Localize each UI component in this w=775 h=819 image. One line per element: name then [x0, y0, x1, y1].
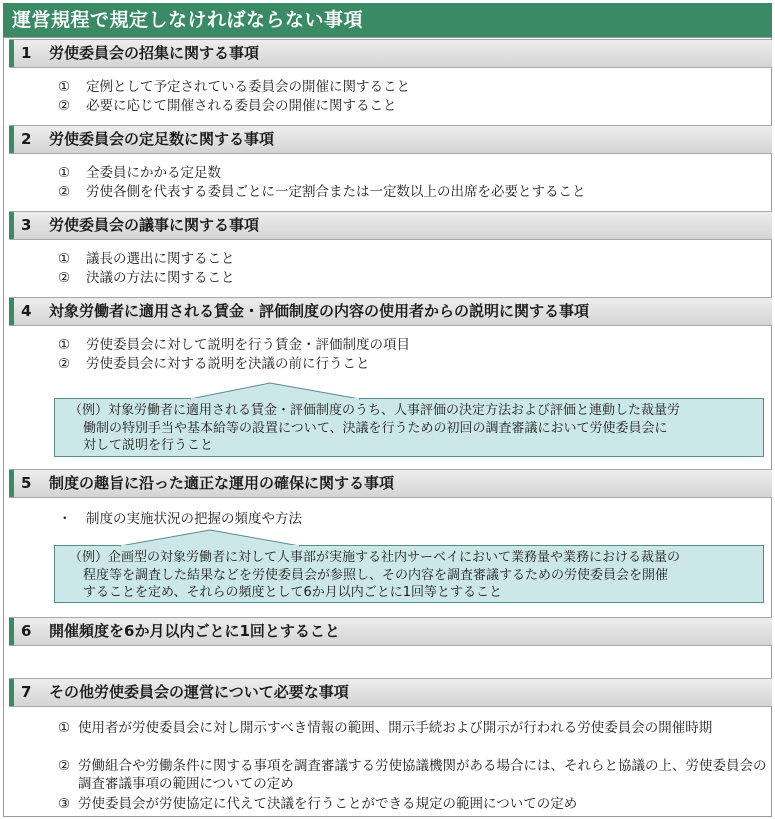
item-text: 労使委員会が労使協定に代えて決議を行うことができる規定の範囲についての定め [78, 796, 578, 812]
section-title: 労使委員会の定足数に関する事項 [49, 130, 275, 148]
section-marker [9, 618, 14, 645]
section-marker [9, 40, 14, 67]
item-text: 労働組合や労働条件に関する事項を調査審議する労使協議機関がある場合には、それらと協議の上、労使委員会の調査審議事項の範囲についての定め [78, 758, 767, 792]
section-6-header [9, 617, 772, 646]
section-marker [9, 212, 14, 239]
item-text: 定例として予定されている委員会の開催に関すること [86, 79, 410, 95]
item-marker: ② [58, 758, 71, 774]
item-text: 制度の実施状況の把握の頻度や方法 [86, 511, 302, 527]
item-text: 議長の選出に関すること [86, 251, 235, 267]
section-number: 4 [21, 302, 32, 320]
section-number: 7 [21, 683, 32, 701]
section-title: 開催頻度を6か月以内ごとに1回とすること [49, 622, 340, 640]
item-marker: ② [58, 184, 71, 200]
item-marker: ① [58, 337, 71, 353]
list-item [58, 97, 397, 115]
list-item [58, 269, 235, 287]
section-number: 6 [21, 622, 32, 640]
example-label: （例） [69, 550, 109, 565]
item-text: 必要に応じて開催される委員会の開催に関すること [86, 98, 397, 114]
item-marker: ① [58, 251, 71, 267]
section-title: 制度の趣旨に沿った適正な運用の確保に関する事項 [49, 474, 395, 492]
item-text: 決議の方法に関すること [86, 270, 235, 286]
example-line: （例）対象労働者に適用される賃金・評価制度のうち、人事評価の決定方法および評価と連動した裁量労 [69, 403, 681, 418]
page-title: 運営規程で規定しなければならない事項 [3, 3, 772, 37]
example-line: 対して説明を行うこと [83, 438, 214, 453]
section-number: 5 [21, 474, 32, 492]
item-marker: ① [58, 79, 71, 95]
list-item [58, 510, 302, 528]
example-callout-4 [54, 398, 764, 457]
list-item [58, 183, 586, 201]
section-marker [9, 126, 14, 153]
list-item [58, 336, 410, 354]
item-text: 使用者が労使委員会に対し開示すべき情報の範囲、開示手続および開示が行われる労使委員会の開催時期 [78, 720, 713, 736]
item-marker: ③ [58, 796, 71, 812]
section-3-header [9, 211, 772, 240]
example-line: することを定め、それらの頻度として6か月以内ごとに1回等とすること [83, 585, 503, 600]
list-item [58, 355, 370, 373]
item-text: 労使各側を代表する委員ごとに一定割合または一定数以上の出席を必要とすること [86, 184, 586, 200]
item-text: 労使委員会に対して説明を行う賃金・評価制度の項目 [86, 337, 410, 353]
section-marker [9, 470, 14, 497]
section-title: 労使委員会の議事に関する事項 [49, 216, 260, 234]
section-number: 1 [21, 44, 32, 62]
item-marker: ・ [58, 511, 72, 527]
example-line: 働制の特別手当や基本給等の設置について、決議を行うための初回の調査審議において労使委員会に [83, 420, 668, 436]
item-text: 全委員にかかる定足数 [86, 165, 221, 181]
item-text: 労使委員会に対する説明を決議の前に行うこと [86, 356, 370, 372]
section-number: 2 [21, 130, 32, 148]
example-callout-5 [54, 545, 764, 603]
example-line: （例）企画型の対象労働者に対して人事部が実施する社内サーベイにおいて業務量や業務における裁量の [69, 550, 681, 565]
list-item [58, 250, 235, 268]
section-title: 対象労働者に適用される賃金・評価制度の内容の使用者からの説明に関する事項 [49, 302, 590, 320]
item-marker: ② [58, 270, 71, 286]
list-item [58, 164, 221, 182]
section-title: 労使委員会の招集に関する事項 [49, 44, 260, 62]
section-marker [9, 679, 14, 706]
section-7-header [9, 678, 772, 707]
section-2-header [9, 125, 772, 154]
example-line: 程度等を調査した結果などを労使委員会が参照し、その内容を調査審議するための労使委員会を開催 [83, 567, 669, 583]
section-marker [9, 298, 14, 325]
item-marker: ① [58, 720, 71, 736]
item-marker: ② [58, 98, 71, 114]
section-1-header [9, 39, 772, 68]
list-item [58, 78, 410, 96]
item-marker: ① [58, 165, 71, 181]
section-number: 3 [21, 216, 32, 234]
section-5-header [9, 469, 772, 498]
example-label: （例） [69, 403, 109, 418]
section-4-header [9, 297, 772, 326]
section-title: その他労使委員会の運営について必要な事項 [49, 683, 349, 701]
item-marker: ② [58, 356, 71, 372]
